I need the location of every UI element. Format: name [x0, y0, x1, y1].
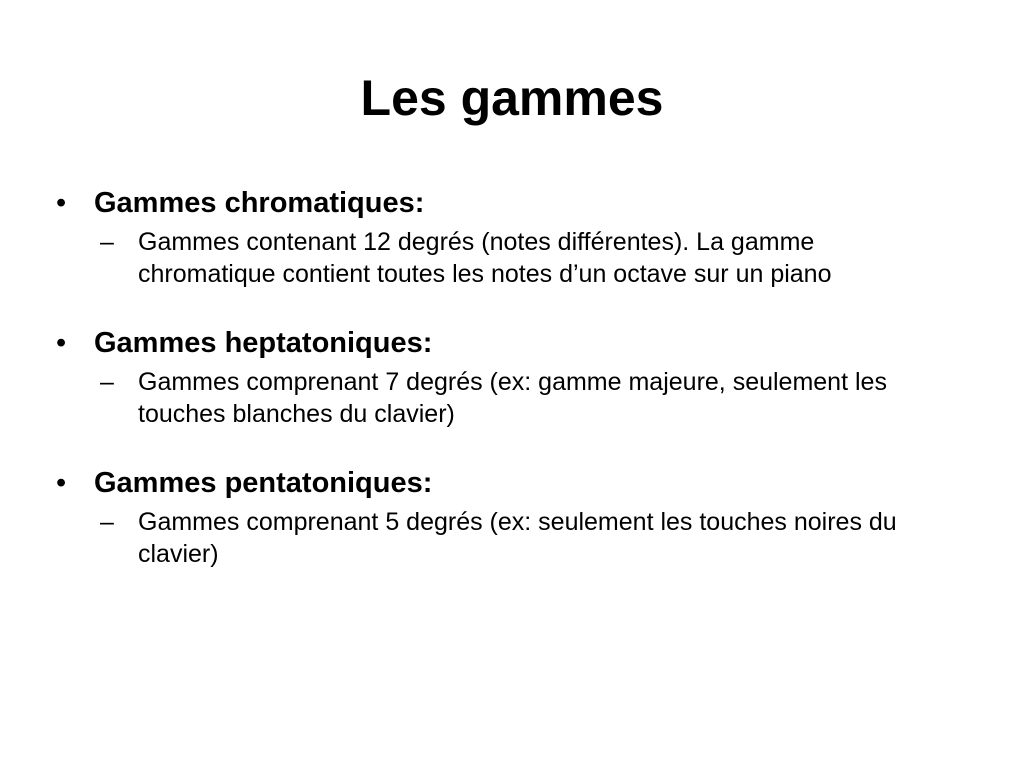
sub-list [56, 226, 976, 290]
bullet-item-chromatiques [56, 180, 976, 290]
sub-list [56, 366, 976, 430]
bullet-heading: Gammes heptatoniques: [94, 327, 433, 359]
sub-item [100, 506, 976, 570]
sub-item [100, 366, 976, 430]
sub-bullet-text: Gammes contenant 12 degrés (notes différentes). La gamme chromatique contient toutes les notes d’un octave sur un piano [138, 228, 832, 288]
sub-bullet-marker: – [100, 368, 114, 396]
sub-bullet-marker: – [100, 508, 114, 536]
sub-bullet-marker: – [100, 228, 114, 256]
bullet-item-pentatoniques [56, 460, 976, 570]
sub-bullet-text: Gammes comprenant 5 degrés (ex: seulement les touches noires du clavier) [138, 508, 897, 568]
bullet-heading: Gammes chromatiques: [94, 187, 425, 219]
bullet-heading: Gammes pentatoniques: [94, 467, 433, 499]
bullet-marker: • [56, 467, 67, 499]
bullet-marker: • [56, 187, 67, 219]
sub-list [56, 506, 976, 570]
bullet-item-heptatoniques [56, 320, 976, 430]
bullet-line [56, 180, 976, 226]
sub-item [100, 226, 976, 290]
bullet-list [56, 180, 976, 600]
bullet-marker: • [56, 327, 67, 359]
sub-bullet-text: Gammes comprenant 7 degrés (ex: gamme majeure, seulement les touches blanches du clavier) [138, 368, 887, 428]
bullet-line [56, 460, 976, 506]
bullet-line [56, 320, 976, 366]
slide-title: Les gammes [360, 70, 664, 126]
